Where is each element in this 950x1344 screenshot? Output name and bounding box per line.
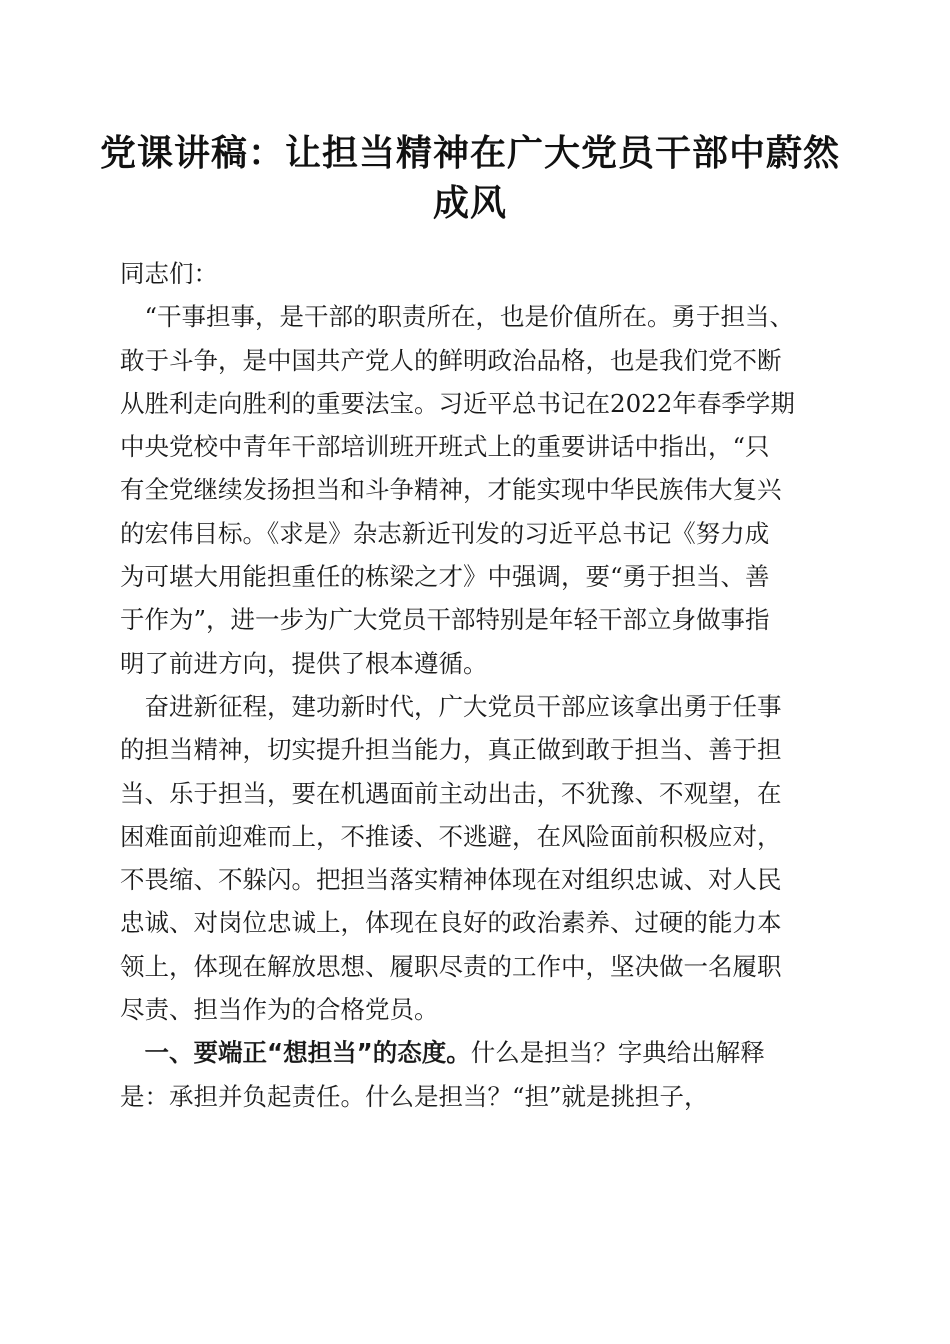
paragraph-1 — [120, 295, 840, 685]
salutation: 同志们： — [120, 259, 218, 288]
paragraph-1-line: 中央党校中青年干部培训班开班式上的重要讲话中指出，“只 — [120, 432, 770, 462]
section-1 — [120, 1031, 840, 1118]
title-line-2: 成风 — [432, 182, 507, 224]
paragraph-2-line: 忠诚、对岗位忠诚上，体现在良好的政治素养、过硬的能力本 — [120, 908, 782, 938]
paragraph-2-line: 当、乐于担当，要在机遇面前主动出击，不犹豫、不观望，在 — [120, 778, 782, 808]
paragraph-2-line: 奋进新征程，建功新时代，广大党员干部应该拿出勇于任事 — [120, 691, 782, 721]
section-1-first-line — [120, 1031, 840, 1074]
paragraph-1-line: 于作为”，进一步为广大党员干部特别是年轻干部立身做事指 — [120, 605, 770, 635]
paragraph-1-line: “干事担事，是干部的职责所在，也是价值所在。勇于担当、 — [120, 302, 795, 332]
paragraph-2 — [120, 685, 840, 1031]
paragraph-1-line: 为可堪大用能担重任的栋梁之才》中强调，要“勇于担当、善 — [120, 562, 770, 592]
document-title — [95, 128, 845, 228]
paragraph-2-line: 尽责、担当作为的合格党员。 — [120, 995, 439, 1025]
paragraph-1-line: 从胜利走向胜利的重要法宝。习近平总书记在2022年春季学期 — [120, 388, 795, 418]
section-1-line-2: 是：承担并负起责任。什么是担当？“担”就是挑担子， — [120, 1081, 709, 1111]
title-line-1: 党课讲稿：让担当精神在广大党员干部中蔚然 — [99, 132, 840, 174]
section-1-heading: 一、要端正“想担当”的态度。 — [120, 1038, 471, 1068]
paragraph-1-line: 敢于斗争，是中国共产党人的鲜明政治品格，也是我们党不断 — [120, 345, 782, 375]
section-1-line-1-text: 什么是担当？字典给出解释 — [470, 1038, 765, 1068]
paragraph-2-line: 不畏缩、不躲闪。把担当落实精神体现在对组织忠诚、对人民 — [120, 865, 782, 895]
paragraph-2-line: 困难面前迎难而上，不推诿、不逃避，在风险面前积极应对， — [120, 821, 782, 851]
paragraph-2-line: 领上，体现在解放思想、履职尽责的工作中，坚决做一名履职 — [120, 951, 782, 981]
paragraph-1-line: 有全党继续发扬担当和斗争精神，才能实现中华民族伟大复兴 — [120, 475, 782, 505]
paragraph-1-line: 明了前进方向，提供了根本遵循。 — [120, 648, 488, 678]
paragraph-1-line: 的宏伟目标。《求是》杂志新近刊发的习近平总书记《努力成 — [120, 518, 770, 548]
paragraph-2-line: 的担当精神，切实提升担当能力，真正做到敢于担当、善于担 — [120, 735, 782, 765]
document-body — [120, 252, 840, 1118]
